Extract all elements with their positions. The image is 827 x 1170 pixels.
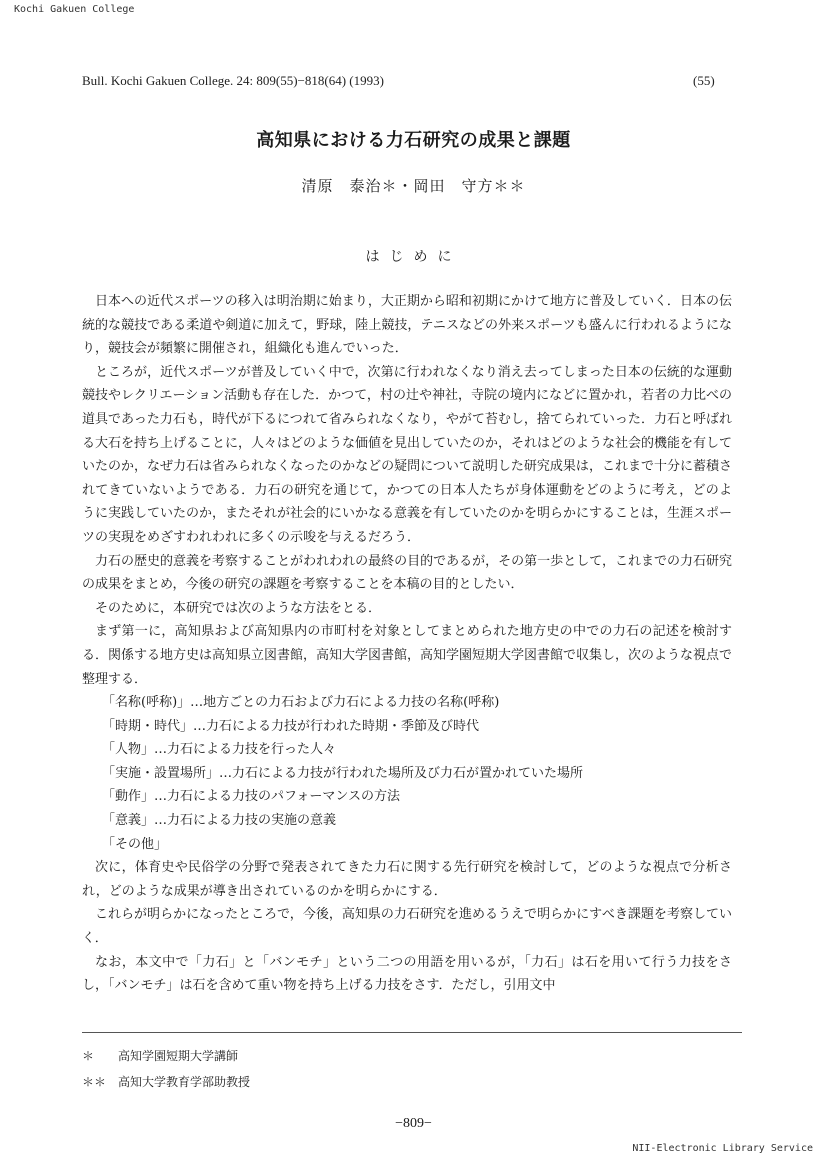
paragraph: まず第一に，高知県および高知県内の市町村を対象としてまとめられた地方史の中での力石の記述を検討する．関係する地方史は高知県立図書館，高知大学図書館，高知学園短期大学図書館で収集し，次のような視点で整理する． (82, 624, 733, 687)
list-item: 「意義」…力石による力技の実施の意義 (102, 813, 337, 829)
footnote-divider (82, 1032, 742, 1033)
folio: −809− (395, 1116, 432, 1131)
paragraph: 日本への近代スポーツの移入は明治期に始まり，大正期から昭和初期にかけて地方に普及していく．日本の伝統的な競技である柔道や剣道に加えて，野球，陸上競技，テニスなどの外来スポーツも盛んに行われるようになり，競技会が頻繁に開催され，組織化も進んでいった． (82, 294, 732, 357)
watermark-bottom: NII-Electronic Library Service (632, 1143, 813, 1154)
paper-title: 高知県における力石研究の成果と課題 (256, 130, 571, 151)
list-item: 「その他」 (102, 836, 168, 852)
footnote-text: 高知学園短期大学講師 (118, 1049, 239, 1063)
paragraph: そのために，本研究では次のような方法をとる． (95, 600, 382, 616)
watermark-top: Kochi Gakuen College (14, 4, 135, 15)
list-item: 「実施・設置場所」…力石による力技が行われた場所及び力石が置かれていた場所 (102, 765, 584, 781)
list-item: 「時期・時代」…力石による力技が行われた時期・季節及び時代 (102, 718, 480, 734)
paragraph: なお，本文中で「力石」と「バンモチ」という二つの用語を用いるが，「力石」は石を用いて行う力技をさし，「バンモチ」は石を含めて重い物を持ち上げる力技をさす．ただし，引用文中 (82, 954, 732, 994)
journal-citation: Bull. Kochi Gakuen College. 24: 809(55)−818(64) (1993) (82, 73, 384, 88)
authors: 清原 泰治＊・岡田 守方＊＊ (301, 177, 526, 195)
list-item: 「人物」…力石による力技を行った人々 (102, 742, 337, 758)
footnote (82, 1047, 238, 1064)
section-heading: はじめに (365, 249, 462, 265)
footnote-mark: ＊ (82, 1049, 95, 1063)
paragraph: ところが，近代スポーツが普及していく中で，次第に行われなくなり消え去ってしまった日本の伝統的な運動競技やレクリエーション活動も存在した．かつて，村の辻や神社，寺院の境内になどに置かれ，若者の力比べの道具であった力石も，時代が下るにつれて省みられなくなり，やがて苔むし，捨てられていった．力石と呼ばれる大石を持ち上げることに，人々はどのような価値を見出していたのか，それはどのような社会的機能を有していたのか，なぜ力石は省みられなくなったのかなどの疑問について説明した研究成果は，これまで十分に蓄積されてきていないようである．力石の研究を通じて，かつての日本人たちが身体運動をどのように考え，どのように実践していたのか，またそれが社会的にいかなる意義を有していたのかを明らかにすることは，生涯スポーツの実現をめざすわれわれに多くの示唆を与えるだろう． (82, 364, 733, 545)
footnote-mark: ＊＊ (82, 1075, 107, 1089)
paragraph: これらが明らかになったところで，今後，高知県の力石研究を進めるうえで明らかにすべき課題を考察していく． (82, 907, 732, 947)
body-text (82, 290, 732, 998)
list-item: 「名称(呼称)」…地方ごとの力石および力石による力技の名称(呼称) (102, 695, 500, 711)
paragraph: 次に，体育史や民俗学の分野で発表されてきた力石に関する先行研究を検討して，どのような視点で分析され，どのような成果が導き出されているのかを明らかにする． (82, 860, 732, 899)
list-item: 「動作」…力石による力技のパフォーマンスの方法 (102, 789, 400, 805)
footnote (82, 1073, 250, 1090)
footnote-text: 高知大学教育学部助教授 (118, 1075, 251, 1089)
paragraph: 力石の歴史的意義を考察することがわれわれの最終の目的であるが，その第一歩として，これまでの力石研究の成果をまとめ，今後の研究の課題を考察することを本稿の目的としたい． (82, 553, 732, 593)
page-number: (55) (693, 73, 715, 88)
